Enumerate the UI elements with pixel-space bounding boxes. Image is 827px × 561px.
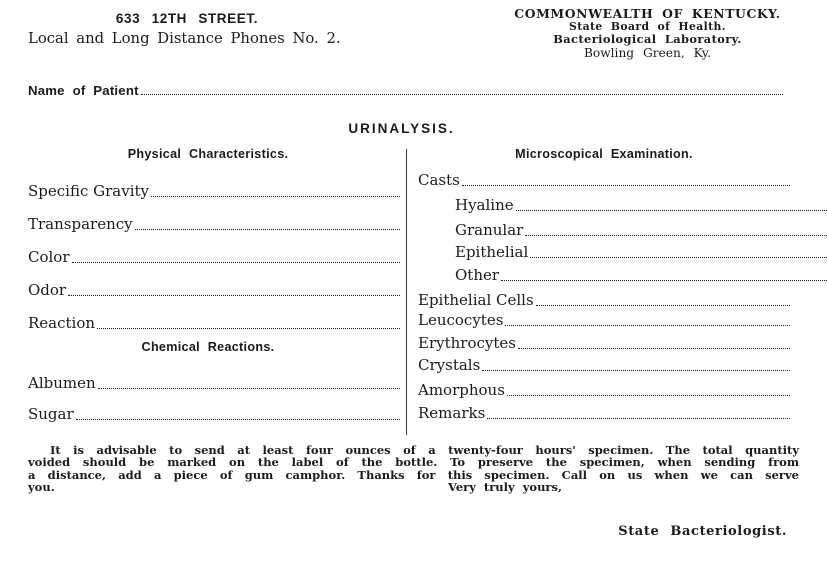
dotted-fill-line xyxy=(487,418,790,419)
field-label: Epithelial xyxy=(455,243,529,261)
dotted-fill-line xyxy=(505,325,790,326)
dotted-fill-line xyxy=(151,196,400,197)
dotted-fill-line xyxy=(516,210,827,211)
field-specific-gravity xyxy=(28,182,400,200)
field-odor xyxy=(28,281,400,299)
field-label: Reaction xyxy=(28,314,96,332)
dotted-fill-line xyxy=(507,395,790,396)
field-label: Casts xyxy=(418,171,460,189)
field-reaction xyxy=(28,314,400,332)
field-name-of-patient xyxy=(28,83,783,98)
dotted-fill-line xyxy=(68,295,400,296)
field-remarks xyxy=(418,404,790,422)
physical-characteristics-header: Physical Characteristics. xyxy=(127,147,289,161)
instructions-line: voided should be marked on the label of the bottle. To preserve the specimen, when sending from xyxy=(28,455,799,470)
field-label: Specific Gravity xyxy=(28,182,149,200)
field-crystals xyxy=(418,356,790,374)
dotted-fill-line xyxy=(501,280,827,281)
dotted-fill-line xyxy=(536,305,790,306)
field-sugar xyxy=(28,405,400,423)
field-leucocytes xyxy=(418,311,790,329)
field-label: Other xyxy=(455,266,500,284)
field-label: Erythrocytes xyxy=(418,334,516,352)
dotted-fill-line xyxy=(97,328,400,329)
field-label: Odor xyxy=(28,281,67,299)
letterhead-organization xyxy=(500,7,795,60)
field-label: Color xyxy=(28,248,70,266)
field-label: Hyaline xyxy=(455,196,514,214)
field-transparency xyxy=(28,215,400,233)
dotted-fill-line xyxy=(530,257,827,258)
dotted-fill-line xyxy=(462,185,790,186)
field-label: Remarks xyxy=(418,404,486,422)
street-address: 633 12TH STREET. xyxy=(115,11,259,26)
patient-label: Name of Patient xyxy=(28,83,139,98)
field-epithelial xyxy=(418,243,827,261)
chemical-reactions-header: Chemical Reactions. xyxy=(141,340,275,354)
dotted-fill-line xyxy=(98,388,400,389)
instructions-line: a distance, add a piece of gum camphor. Thanks for this specimen. Call on us when we can serve xyxy=(28,467,799,482)
instructions-line-end: you. xyxy=(28,480,55,495)
column-divider-rule xyxy=(406,149,407,435)
dotted-fill-line xyxy=(482,370,790,371)
dotted-fill-line xyxy=(72,262,400,263)
instructions-paragraph xyxy=(28,444,799,494)
dotted-fill-line xyxy=(525,235,827,236)
field-label: Granular xyxy=(455,221,524,239)
org-city: Bowling Green, Ky. xyxy=(583,46,712,60)
instructions-line: It is advisable to send at least four ounces of a twenty-four hours' specimen. The total quantity xyxy=(50,443,799,457)
letterhead-left xyxy=(28,10,346,49)
field-erythrocytes xyxy=(418,334,790,352)
page-title: URINALYSIS. xyxy=(348,121,455,136)
field-label: Leucocytes xyxy=(418,311,504,329)
org-state-board: State Board of Health. xyxy=(569,20,726,33)
field-granular xyxy=(418,221,827,239)
field-color xyxy=(28,248,400,266)
field-epithelial-cells xyxy=(418,291,790,309)
field-label: Epithelial Cells xyxy=(418,291,534,309)
field-label: Amorphous xyxy=(418,381,505,399)
dotted-fill-line xyxy=(518,348,790,349)
org-commonwealth: COMMONWEALTH OF KENTUCKY. xyxy=(514,6,781,21)
field-hyaline xyxy=(418,196,827,214)
field-label: Crystals xyxy=(418,356,481,374)
phones-line: Local and Long Distance Phones No. 2. xyxy=(28,30,341,47)
microscopical-examination-header: Microscopical Examination. xyxy=(515,147,693,161)
field-casts xyxy=(418,171,790,189)
org-laboratory: Bacteriological Laboratory. xyxy=(553,32,742,46)
instructions-last-line xyxy=(28,481,799,494)
field-other xyxy=(418,266,827,284)
closing-salutation: Very truly yours, xyxy=(448,480,562,495)
dotted-fill-line xyxy=(141,94,783,95)
field-label: Albumen xyxy=(28,374,96,392)
signature-title: State Bacteriologist. xyxy=(618,524,787,539)
field-albumen xyxy=(28,374,400,392)
dotted-fill-line xyxy=(135,229,400,230)
field-label: Transparency xyxy=(28,215,133,233)
dotted-fill-line xyxy=(76,419,400,420)
field-label: Sugar xyxy=(28,405,74,423)
field-amorphous xyxy=(418,381,790,399)
